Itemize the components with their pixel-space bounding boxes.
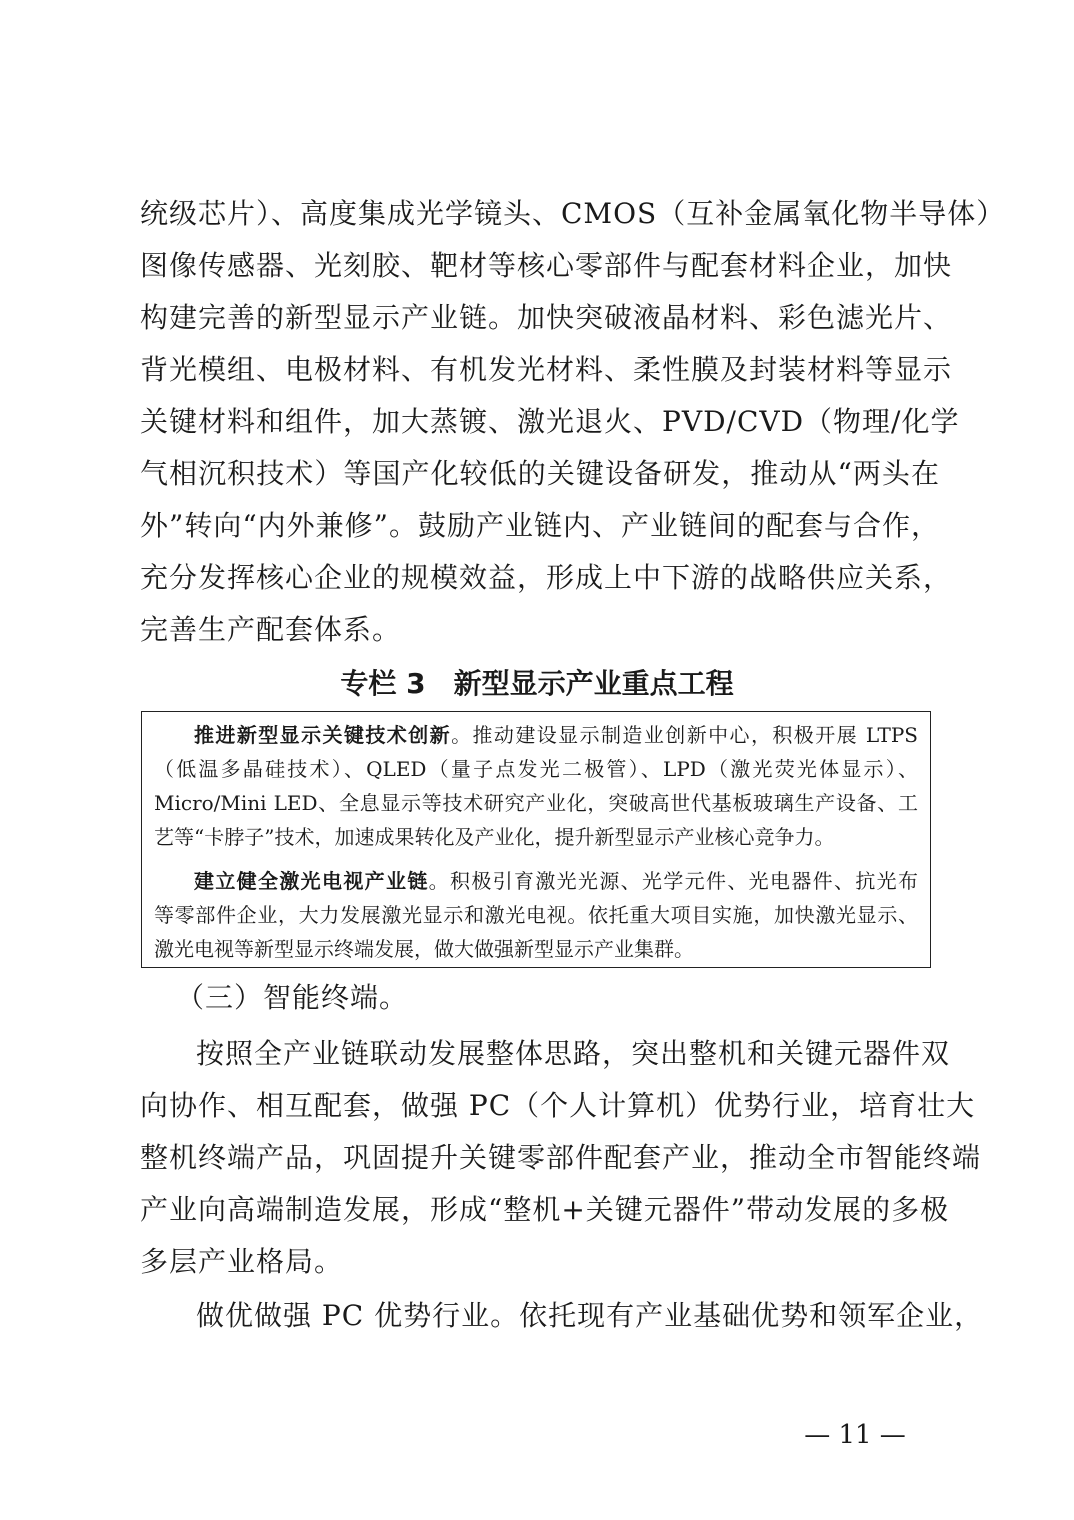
paragraph-line: 充分发挥核心企业的规模效益，形成上中下游的战略供应关系， — [140, 561, 953, 594]
box-item2-line: 等零部件企业，大力发展激光显示和激光电视。依托重大项目实施，加快激光显示、 — [154, 903, 918, 927]
paragraph-line: 产业向高端制造发展，形成“整机+关键元器件”带动发展的多极 — [140, 1193, 950, 1226]
box-item2-text: 。积极引育激光光源、光学元件、光电器件、抗光布 — [428, 869, 919, 893]
paragraph-line: 向协作、相互配套，做强 PC（个人计算机）优势行业，培育壮大 — [140, 1089, 976, 1122]
paragraph-line: 统级芯片）、高度集成光学镜头、CMOS（互补金属氧化物半导体） — [140, 197, 1006, 230]
box-title: 专栏 3 新型显示产业重点工程 — [340, 667, 734, 700]
paragraph-line: 按照全产业链联动发展整体思路，突出整机和关键元器件双 — [196, 1037, 951, 1070]
paragraph-line: 做优做强 PC 优势行业。依托现有产业基础优势和领军企业， — [196, 1299, 984, 1332]
box-item1-line: （低温多晶硅技术）、QLED（量子点发光二极管）、LPD（激光荧光体显示）、 — [154, 757, 918, 781]
box-item2-line: 激光电视等新型显示终端发展，做大做强新型显示产业集群。 — [154, 937, 694, 961]
paragraph-line: 外”转向“内外兼修”。鼓励产业链内、产业链间的配套与合作， — [140, 509, 940, 542]
box-item1-line — [194, 718, 918, 752]
paragraph-line: 构建完善的新型显示产业链。加快突破液晶材料、彩色滤光片、 — [140, 301, 953, 334]
paragraph-line: 完善生产配套体系。 — [140, 613, 402, 646]
box-item1-line: 艺等“卡脖子”技术，加速成果转化及产业化，提升新型显示产业核心竞争力。 — [154, 825, 835, 849]
box-item1-text: 。推动建设显示制造业创新中心，积极开展 LTPS — [451, 723, 918, 747]
box-item1-heading: 推进新型显示关键技术创新 — [194, 723, 452, 747]
section-heading: （三）智能终端。 — [176, 981, 409, 1014]
paragraph-line: 图像传感器、光刻胶、靶材等核心零部件与配套材料企业，加快 — [140, 249, 953, 282]
paragraph-line: 气相沉积技术）等国产化较低的关键设备研发，推动从“两头在 — [140, 457, 940, 490]
paragraph-line: 背光模组、电极材料、有机发光材料、柔性膜及封装材料等显示 — [140, 353, 953, 386]
paragraph-line: 整机终端产品，巩固提升关键零部件配套产业，推动全市智能终端 — [140, 1141, 982, 1174]
box-item2-heading: 建立健全激光电视产业链 — [194, 869, 429, 893]
paragraph-line: 多层产业格局。 — [140, 1245, 344, 1278]
paragraph-line: 关键材料和组件，加大蒸镀、激光退火、PVD/CVD（物理/化学 — [140, 405, 960, 438]
page-number: — 11 — — [804, 1420, 906, 1450]
feature-box — [141, 711, 931, 968]
box-item2-line — [194, 864, 918, 898]
box-item1-line: Micro/Mini LED、全息显示等技术研究产业化，突破高世代基板玻璃生产设备、工 — [154, 791, 918, 815]
